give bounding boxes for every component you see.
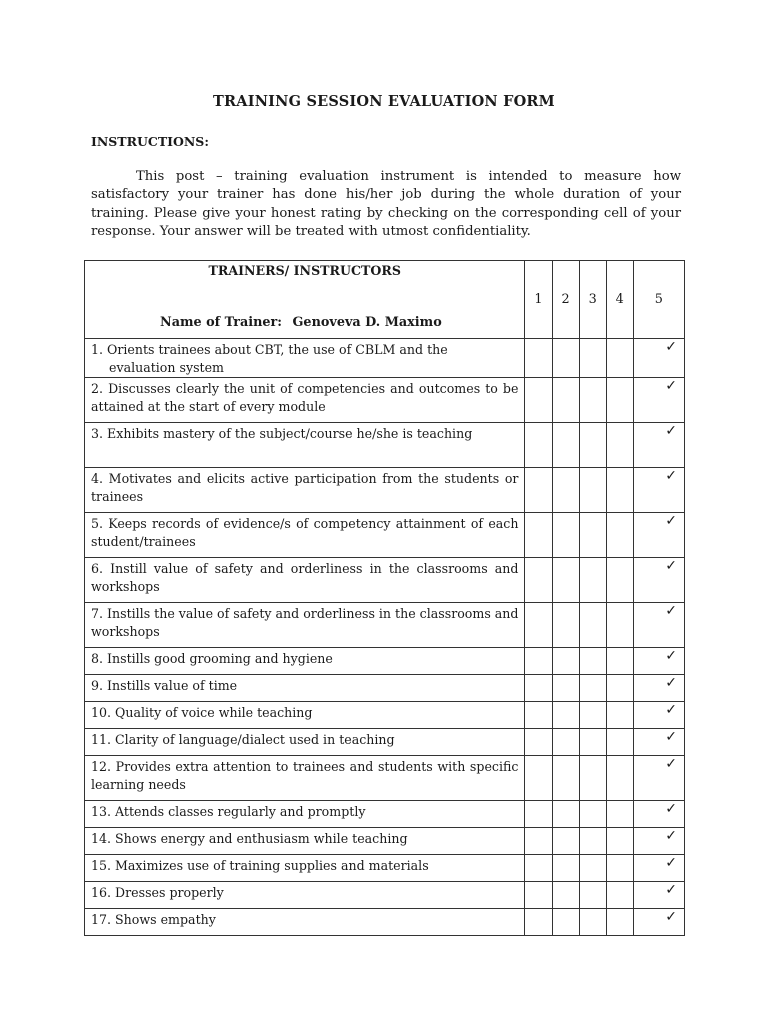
rating-cell-2[interactable] (552, 378, 579, 423)
rating-cell-2[interactable] (552, 339, 579, 378)
criterion-text: 13. Attends classes regularly and promptly (85, 801, 525, 828)
criterion-text: 5. Keeps records of evidence/s of competency attainment of each student/trainees (85, 513, 525, 558)
rating-cell-3[interactable] (579, 378, 606, 423)
rating-cell-4[interactable] (606, 339, 633, 378)
table-row (85, 801, 685, 828)
trainers-instructors-heading: TRAINERS/ INSTRUCTORS (208, 263, 401, 278)
trainer-name: Genoveva D. Maximo (292, 315, 442, 330)
criterion-text: 8. Instills good grooming and hygiene (85, 648, 525, 675)
rating-cell-5[interactable] (633, 882, 684, 909)
trainer-header-cell (85, 261, 525, 339)
rating-header-5: 5 (633, 261, 684, 339)
trainer-label: Name of Trainer: (160, 315, 283, 330)
criterion-text: 10. Quality of voice while teaching (85, 702, 525, 729)
rating-cell-4[interactable] (606, 648, 633, 675)
table-row (85, 702, 685, 729)
criterion-text-continuation: evaluation system (109, 360, 225, 375)
rating-cell-2[interactable] (552, 855, 579, 882)
table-row (85, 828, 685, 855)
rating-cell-5[interactable] (633, 648, 684, 675)
criterion-text: 3. Exhibits mastery of the subject/course he/she is teaching (85, 423, 525, 468)
table-row (85, 675, 685, 702)
rating-cell-3[interactable] (579, 648, 606, 675)
table-row (85, 558, 685, 603)
trainer-name-line (160, 315, 442, 330)
rating-cell-5[interactable] (633, 909, 684, 936)
rating-cell-1[interactable] (525, 801, 552, 828)
table-row (85, 855, 685, 882)
rating-cell-4[interactable] (606, 423, 633, 468)
rating-cell-2[interactable] (552, 603, 579, 648)
check-mark-icon: ✓ (665, 339, 677, 355)
rating-cell-3[interactable] (579, 882, 606, 909)
check-mark-icon: ✓ (665, 468, 677, 484)
rating-cell-2[interactable] (552, 801, 579, 828)
rating-cell-3[interactable] (579, 468, 606, 513)
rating-cell-2[interactable] (552, 702, 579, 729)
rating-cell-1[interactable] (525, 513, 552, 558)
rating-cell-4[interactable] (606, 882, 633, 909)
evaluation-table (84, 260, 685, 936)
criterion-text: 7. Instills the value of safety and orderliness in the classrooms and workshops (85, 603, 525, 648)
rating-cell-4[interactable] (606, 558, 633, 603)
rating-cell-3[interactable] (579, 603, 606, 648)
rating-cell-1[interactable] (525, 828, 552, 855)
rating-cell-4[interactable] (606, 513, 633, 558)
criterion-text: 2. Discusses clearly the unit of competencies and outcomes to be attained at the start of every module (85, 378, 525, 423)
table-row (85, 339, 685, 378)
rating-header-1: 1 (525, 261, 552, 339)
rating-cell-5[interactable] (633, 423, 684, 468)
rating-cell-1[interactable] (525, 729, 552, 756)
check-mark-icon: ✓ (665, 909, 677, 925)
check-mark-icon: ✓ (665, 801, 677, 817)
rating-cell-2[interactable] (552, 729, 579, 756)
rating-cell-5[interactable] (633, 702, 684, 729)
check-mark-icon: ✓ (665, 378, 677, 394)
rating-cell-5[interactable] (633, 558, 684, 603)
rating-cell-4[interactable] (606, 729, 633, 756)
criterion-text-line: 1. Orients trainees about CBT, the use of CBLM and the (91, 342, 448, 357)
rating-header-2: 2 (552, 261, 579, 339)
rating-cell-4[interactable] (606, 702, 633, 729)
criterion-text: 16. Dresses properly (85, 882, 525, 909)
rating-cell-1[interactable] (525, 339, 552, 378)
rating-cell-3[interactable] (579, 702, 606, 729)
rating-cell-1[interactable] (525, 702, 552, 729)
rating-cell-1[interactable] (525, 468, 552, 513)
rating-cell-4[interactable] (606, 675, 633, 702)
criterion-text: 4. Motivates and elicits active participation from the students or trainees (85, 468, 525, 513)
rating-cell-1[interactable] (525, 855, 552, 882)
rating-cell-4[interactable] (606, 756, 633, 801)
check-mark-icon: ✓ (665, 828, 677, 844)
check-mark-icon: ✓ (665, 423, 677, 439)
table-row (85, 729, 685, 756)
criterion-text: 12. Provides extra attention to trainees and students with specific learning needs (85, 756, 525, 801)
rating-cell-5[interactable] (633, 378, 684, 423)
rating-cell-5[interactable] (633, 828, 684, 855)
rating-cell-1[interactable] (525, 882, 552, 909)
rating-cell-3[interactable] (579, 729, 606, 756)
rating-cell-4[interactable] (606, 801, 633, 828)
rating-cell-3[interactable] (579, 828, 606, 855)
rating-cell-3[interactable] (579, 558, 606, 603)
rating-cell-2[interactable] (552, 648, 579, 675)
rating-cell-2[interactable] (552, 423, 579, 468)
check-mark-icon: ✓ (665, 513, 677, 529)
rating-cell-3[interactable] (579, 339, 606, 378)
rating-cell-2[interactable] (552, 828, 579, 855)
rating-cell-5[interactable] (633, 801, 684, 828)
criterion-text: 15. Maximizes use of training supplies and materials (85, 855, 525, 882)
criterion-text: 11. Clarity of language/dialect used in teaching (85, 729, 525, 756)
rating-cell-4[interactable] (606, 378, 633, 423)
criterion-text: 6. Instill value of safety and orderliness in the classrooms and workshops (85, 558, 525, 603)
criterion-text (85, 339, 525, 378)
rating-cell-5[interactable] (633, 468, 684, 513)
rating-cell-5[interactable] (633, 339, 684, 378)
rating-cell-4[interactable] (606, 909, 633, 936)
instructions-heading: INSTRUCTIONS: (91, 134, 209, 149)
table-row (85, 909, 685, 936)
rating-cell-1[interactable] (525, 423, 552, 468)
rating-cell-1[interactable] (525, 603, 552, 648)
check-mark-icon: ✓ (665, 558, 677, 574)
rating-cell-1[interactable] (525, 675, 552, 702)
rating-cell-2[interactable] (552, 513, 579, 558)
check-mark-icon: ✓ (665, 729, 677, 745)
rating-cell-5[interactable] (633, 513, 684, 558)
table-row (85, 378, 685, 423)
rating-cell-4[interactable] (606, 828, 633, 855)
rating-cell-3[interactable] (579, 513, 606, 558)
rating-cell-4[interactable] (606, 603, 633, 648)
rating-cell-1[interactable] (525, 909, 552, 936)
rating-cell-5[interactable] (633, 855, 684, 882)
table-row (85, 468, 685, 513)
rating-cell-5[interactable] (633, 729, 684, 756)
criterion-text: 14. Shows energy and enthusiasm while teaching (85, 828, 525, 855)
instructions-text: This post – training evaluation instrument is intended to measure how satisfactory your trainer has done his/her job during the whole duration of your training. Please give your honest rating by checking on the corresponding cell of your response. Your answer will be treated with utmost confidentiality. (91, 169, 681, 239)
rating-cell-3[interactable] (579, 909, 606, 936)
rating-cell-4[interactable] (606, 855, 633, 882)
table-row (85, 423, 685, 468)
rating-cell-3[interactable] (579, 423, 606, 468)
rating-cell-3[interactable] (579, 855, 606, 882)
rating-cell-2[interactable] (552, 675, 579, 702)
rating-cell-1[interactable] (525, 756, 552, 801)
check-mark-icon: ✓ (665, 675, 677, 691)
rating-cell-2[interactable] (552, 558, 579, 603)
document-title: TRAINING SESSION EVALUATION FORM (213, 93, 555, 110)
rating-cell-4[interactable] (606, 468, 633, 513)
criterion-text: 17. Shows empathy (85, 909, 525, 936)
rating-cell-3[interactable] (579, 756, 606, 801)
rating-header-4: 4 (606, 261, 633, 339)
table-header-row (85, 261, 685, 339)
rating-cell-2[interactable] (552, 909, 579, 936)
rating-cell-5[interactable] (633, 675, 684, 702)
check-mark-icon: ✓ (665, 603, 677, 619)
rating-cell-5[interactable] (633, 603, 684, 648)
check-mark-icon: ✓ (665, 855, 677, 871)
table-row (85, 756, 685, 801)
rating-header-3: 3 (579, 261, 606, 339)
rating-cell-2[interactable] (552, 882, 579, 909)
rating-cell-3[interactable] (579, 675, 606, 702)
rating-cell-1[interactable] (525, 648, 552, 675)
check-mark-icon: ✓ (665, 702, 677, 718)
table-row (85, 603, 685, 648)
check-mark-icon: ✓ (665, 648, 677, 664)
table-row (85, 648, 685, 675)
rating-cell-3[interactable] (579, 801, 606, 828)
rating-cell-1[interactable] (525, 558, 552, 603)
rating-cell-2[interactable] (552, 756, 579, 801)
table-row (85, 882, 685, 909)
table-row (85, 513, 685, 558)
criterion-text: 9. Instills value of time (85, 675, 525, 702)
rating-cell-2[interactable] (552, 468, 579, 513)
check-mark-icon: ✓ (665, 882, 677, 898)
rating-cell-5[interactable] (633, 756, 684, 801)
rating-cell-1[interactable] (525, 378, 552, 423)
check-mark-icon: ✓ (665, 756, 677, 772)
